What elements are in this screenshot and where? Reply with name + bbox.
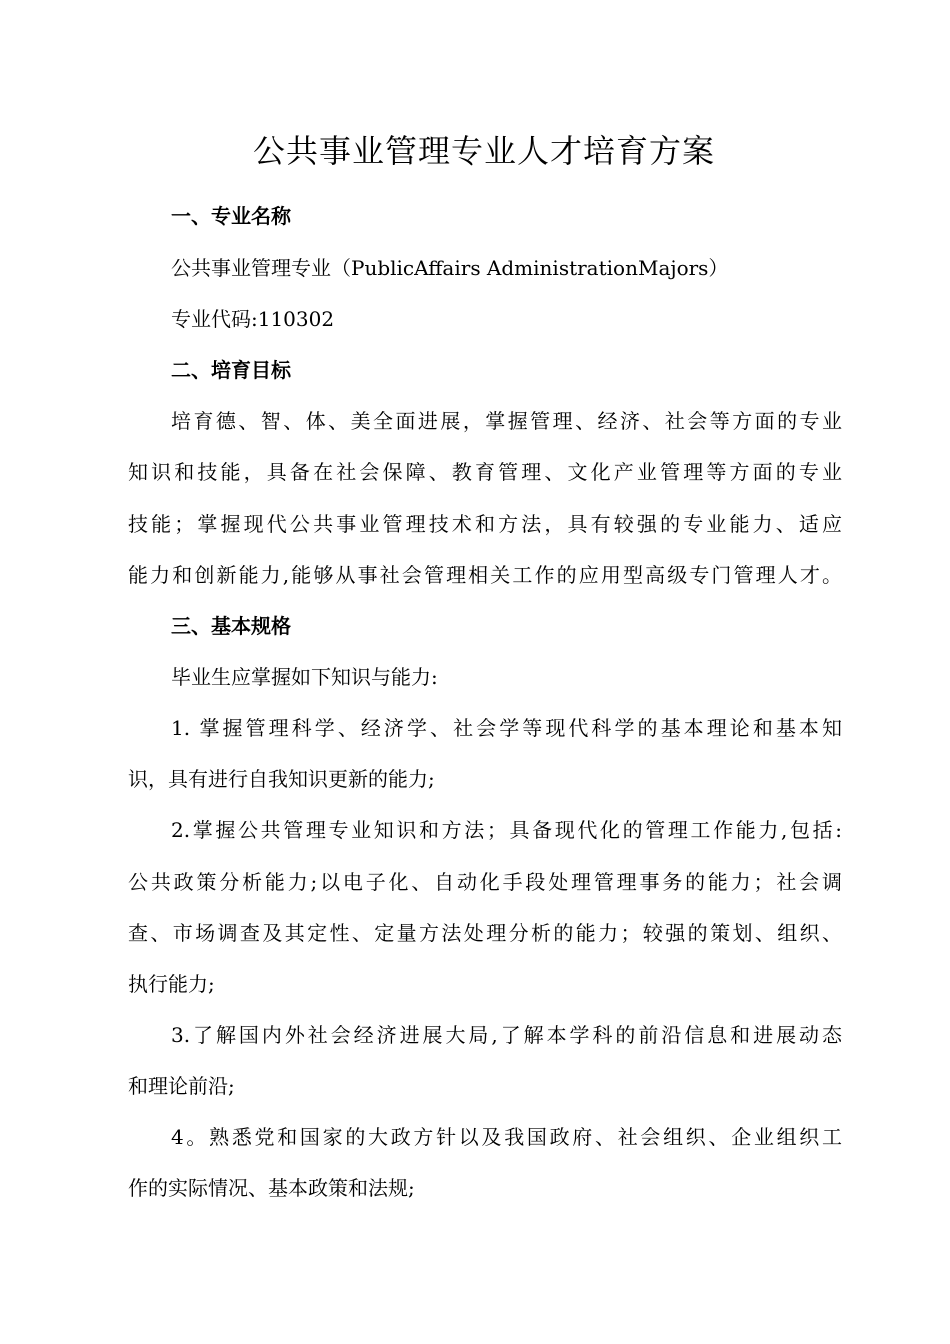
- major-code-text: 专业代码:110302: [171, 307, 335, 331]
- section-heading-major-name: 一、专业名称: [171, 204, 291, 228]
- list-item-line: 作的实际情况、基本政策和法规;: [128, 1176, 415, 1200]
- list-item-line: 公共政策分析能力;以电子化、自动化手段处理管理事务的能力；社会调: [128, 870, 842, 894]
- paragraph-line: 技能；掌握现代公共事业管理技术和方法，具有较强的专业能力、适应: [128, 512, 842, 536]
- document-title: 公共事业管理专业人才培育方案: [252, 132, 715, 170]
- list-item-line: 查、市场调查及其定性、定量方法处理分析的能力；较强的策划、组织、: [128, 921, 842, 945]
- specs-intro-text: 毕业生应掌握如下知识与能力:: [171, 665, 438, 689]
- section-heading-basic-specs: 三、基本规格: [171, 614, 291, 638]
- list-item-line: 识，具有进行自我知识更新的能力;: [128, 767, 435, 791]
- paragraph-line: 培育德、智、体、美全面进展，掌握管理、经济、社会等方面的专业: [171, 409, 842, 433]
- list-item-line: 执行能力;: [128, 972, 215, 996]
- major-name-text: 公共事业管理专业（PublicAffairs AdministrationMajors）: [171, 256, 729, 280]
- list-item-line: 和理论前沿;: [128, 1074, 235, 1098]
- list-item-line: 1. 掌握管理科学、经济学、社会学等现代科学的基本理论和基本知: [171, 716, 842, 740]
- list-item-line: 3.了解国内外社会经济进展大局,了解本学科的前沿信息和进展动态: [171, 1023, 842, 1047]
- list-item-line: 4。熟悉党和国家的大政方针以及我国政府、社会组织、企业组织工: [171, 1125, 842, 1149]
- section-heading-training-goal: 二、培育目标: [171, 358, 291, 382]
- paragraph-line: 能力和创新能力,能够从事社会管理相关工作的应用型高级专门管理人才。: [128, 563, 842, 587]
- list-item-line: 2.掌握公共管理专业知识和方法；具备现代化的管理工作能力,包括:: [171, 818, 842, 842]
- paragraph-line: 知识和技能，具备在社会保障、教育管理、文化产业管理等方面的专业: [128, 460, 842, 484]
